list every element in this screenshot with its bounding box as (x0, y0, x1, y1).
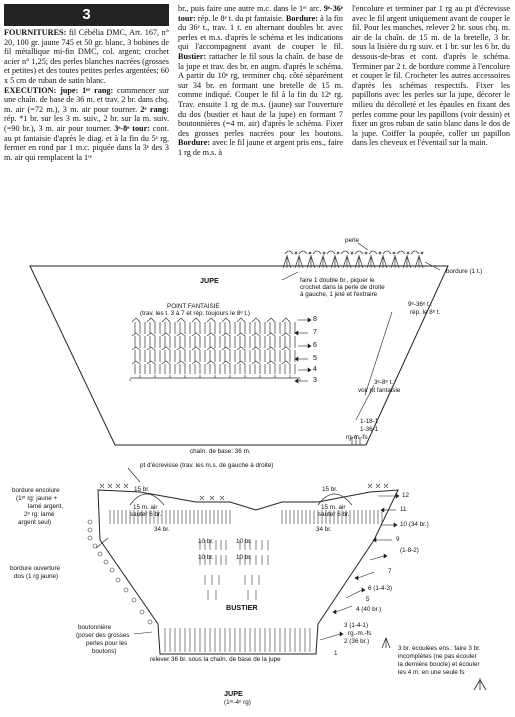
faire-note-2: crochet dans la perle de droite (300, 284, 385, 291)
boutonniere-pointer (134, 632, 152, 634)
ouverture-pointer (96, 538, 108, 548)
t38-label-1: 3ᵉ-8ᵉ t.: (374, 379, 395, 386)
left-ouverture-edge (88, 520, 152, 624)
bordure-heading: Bordure: (285, 13, 319, 23)
col2-text-b: rép. le 8ᵉ t. du pt fantaisie. (195, 13, 286, 23)
row-1-36-1: 1-36-1 (360, 426, 379, 433)
bordure-encolure-3: lamé argent, (28, 503, 64, 510)
faire-note-1: faire 1 double br., piquer le (300, 277, 375, 284)
boutonniere-label-2: (poser des grosses (76, 632, 130, 639)
bordure-encolure-4: 2ᵉ rg: lamé (24, 511, 55, 518)
bordure-ouverture-1: bordure ouverture (10, 565, 61, 572)
col2-text-d: rattacher le fil sous la chaîn. de base de la jupe et trav. des br. en augm. d'après le schéma. A partir du 10ᵉ rg, terminer chq. côté séparément sur 34 br. en formant une bretelle de 15 m. comme indiqué. Couper le fil à la fin du 12ᵉ rg. Trav. ensuite 1 rg de m.s. (jaune) sur l'ouverture du dos (bustier et haut de la jupe) en formant 7 boutonnières (=4 m. air) d'après le schéma. Fixer des grosses perles nacrées pour les boutons. (178, 51, 343, 138)
ecoulees-note-4: les 4 m. en une seule fs (398, 669, 465, 676)
faire-note-3: à gauche, 1 jeté et l'extraire (300, 291, 378, 298)
ecrevisse-pointer (128, 468, 140, 482)
bordure-encolure-2: (1ᵉʳ rg: jaune + (16, 495, 58, 502)
col2-text-a: br., puis faire une autre m.c. dans le 1ᵉʳ arc. (178, 4, 324, 13)
br10-label: 10 br. (236, 554, 252, 561)
row-9: 9 (396, 536, 400, 543)
row-number: 4 (313, 366, 317, 373)
row-1-18-1: 1-18-1 (360, 418, 379, 425)
row-11: 11 (400, 506, 407, 513)
ecoulees-note-1: 3 br. écoulées ens.: faire 3 br. (398, 645, 481, 652)
pattern-number-badge: 3 (4, 4, 169, 26)
point-fantaisie-title: POINT FANTAISIE (167, 303, 220, 310)
row-3: 3 (1-4-1) (344, 622, 369, 629)
tour936-heading: 9ᵉ-36ᵉ tour: (178, 4, 343, 23)
left-34br-label: 34 br. (154, 526, 170, 533)
row-4: 4 (40 br.) (356, 606, 382, 613)
bordure-encolure-5: argent seul) (18, 519, 52, 526)
bordure-1t-label: bordure (1 t.) (446, 268, 483, 275)
right-34br-label: 34 br. (316, 526, 332, 533)
br10-label: 10 br. (198, 554, 214, 561)
row-8: (1-8-2) (400, 547, 419, 554)
boutonniere-label-4: boutons) (92, 648, 117, 655)
left-15br-label: 15 br. (134, 486, 150, 493)
col3-text: l'encolure et terminer par 1 rg au pt d'écrevisse avec le fil argent uniquement avant de couper le fil. Pour les manches, relever 2 br. sous chq. m. air de la chaîn. de 15 m. de la bretelle, 3 br. sous la lisière du rg suiv. et 1 br. sur les 6 br. du dessous-de-bras et cont. d'après le schéma. Terminer par 2 t. de bordure comme à l'encolure et couper le fil. Crocheter les autres accessoires d'après les schémas respectifs. Fixer les papillons avec les perles sur la jupe, décorer le milieu du décolleté et les épaules en fixant des perles comme pour les papillons (voir dessin) et fixer un gros ruban de satin blanc dans le dos de la jupe. Coiffer la poupée, coller un papillon dans les cheveux et l'éventail sur la main. (352, 4, 510, 148)
rang2-heading: 2ᵉ rang: (140, 104, 169, 114)
row-number: 5 (313, 355, 317, 362)
left-sauter-label: sauter 6 br. (130, 511, 162, 518)
relever-label: relever 36 br. sous la chaîn. de base de la jupe (150, 656, 281, 663)
col2-text-c: à la fin du 36ᵉ t., trav. 1 t. en alternant doubles br. avec perles et m.s. d'après le schéma et les indications qui l'accompagnent avant de couper le fil. (178, 13, 343, 52)
jupe-rang1-heading: jupe: 1ᵉʳ rang: (56, 85, 114, 95)
row-number: 3 (313, 377, 317, 384)
ecoulees-note-2: incomplètes (ne pas écouler (398, 653, 477, 660)
ecoulees-note-3: la dernière boucle) et écouler (398, 661, 480, 668)
row-5: 5 (366, 596, 370, 603)
bustier-stitch-rows (110, 510, 382, 652)
fournitures-heading: FOURNITURES: (4, 28, 67, 37)
boutonniere-label-3: perles pour les (86, 640, 128, 647)
t38-label-2: voir pt fantaisie (358, 387, 401, 394)
repeat-label-2: rép. le 8ᵉ t. (410, 309, 441, 316)
col2-text-e: avec le fil jaune et argent pris ens., faire 1 rg de m.s. à (178, 138, 343, 157)
tour38-heading: 3ᵉ-8ᵉ tour: (114, 123, 150, 133)
row-12: 12 (402, 492, 410, 499)
row-number: 6 (313, 342, 317, 349)
rg-ms-label: rg-m.-fs (346, 434, 368, 441)
right-sauter-label: sauter 6 br. (318, 511, 350, 518)
rang2-text: rép. *1 br. sur les 3 m. suiv., 2 br. sur la m. suiv. (=90 br.), 3 m. air pour tourner. (4, 114, 169, 133)
right-15br-label: 15 br. (322, 486, 338, 493)
chain-base-label: chaîn. de base: 36 m. (190, 448, 251, 455)
bustier-title: BUSTIER (226, 603, 258, 612)
ecoulees-symbol (382, 638, 390, 648)
jupe-bottom-title: JUPE (224, 689, 243, 698)
left-15-air-label: 15 m. air (133, 504, 158, 511)
fournitures-text: fil Cébélia DMC, Art. 167, n° 20, 100 gr. jaune 745 et 50 gr. blanc, 3 bobines de fil métallique mi-fin DMC, col. argent; crochet acier n° 1,25; des perles blanches nacrées (grosses et petites) et des toutes petites perles argentées; 60 x 5 cm de ruban de satin blanc. (4, 28, 169, 85)
br10-label: 10 br. (236, 538, 252, 545)
row-10: 10 (34 br.) (400, 521, 429, 528)
tour38-text: cont. au pt fantaisie d'après le diag. et à la fin du 5ᵉ rg, fermer en rond par 1 m.c. piquée dans la 3ᵉ des 3 m. air qui remplacent la 1ʳᵉ (4, 123, 169, 162)
boutonniere-label-1: boutonnière (78, 624, 112, 631)
jupe-title: JUPE (200, 276, 219, 285)
bordure-encolure-1: bordure encolure (12, 487, 60, 494)
bordure-ouverture-2: dos (1 rg jaune) (14, 573, 59, 580)
jupe-bottom-sub: (1ᵉʳ-4ᵉ rg) (224, 699, 251, 706)
bordure2-heading: Bordure: (178, 138, 211, 148)
repeat-label-1: 9ᵉ-36ᵉ t.: (408, 301, 433, 308)
bustier-heading: Bustier: (178, 51, 207, 61)
row-number: 7 (313, 329, 317, 336)
execution-heading: EXECUTION: (4, 85, 57, 95)
point-fantaisie-note: (trav. les t. 3 à 7 et rép. toujours le 8ᵉ t.) (140, 310, 251, 317)
row-number: 8 (313, 316, 317, 323)
ecoulees-example-symbol (474, 678, 486, 690)
right-15-air-label: 15 m. air (321, 504, 346, 511)
row-1: 1 (334, 650, 338, 657)
row-7: 7 (388, 568, 392, 575)
rang1-text: commencer sur une chaîn. de base de 36 m. et trav. 2 br. dans chq. m. air (=72 m.), 3 m. air pour tourner. (4, 85, 169, 114)
ecrevisse-label: pt d'écrevisse (trav. les m.s. de gauche à droite) (140, 462, 274, 469)
br10-label: 10 br. (198, 538, 214, 545)
row-2: 2 (36 br.) (344, 638, 370, 645)
row-rg-ms: rg.-m.-fs (348, 630, 372, 637)
perle-label: perle (345, 237, 360, 244)
row-6: 6 (1-4-3) (368, 585, 393, 592)
